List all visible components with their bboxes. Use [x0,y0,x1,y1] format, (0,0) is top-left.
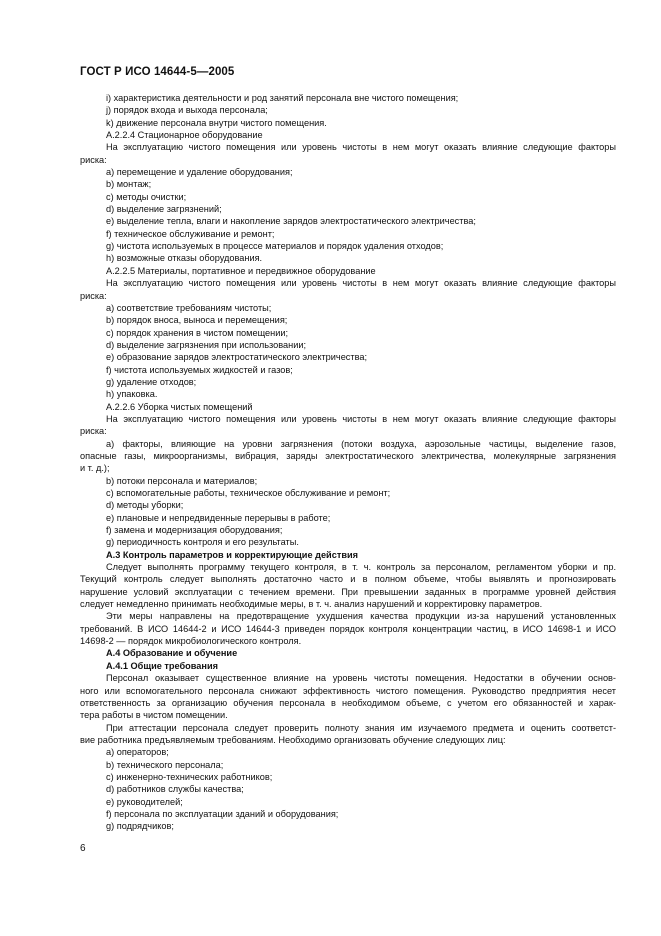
text-line: е) руководителей; [106,796,183,807]
text-line: f) замена и модернизация оборудования; [106,525,283,536]
text-line: риска: [80,154,107,165]
text-line: b) технического персонала; [106,759,224,770]
text-line: На эксплуатацию чистого помещения или уровень чистоты в нем могут оказать влияние следующие факторы [106,142,616,153]
text-line: h) упаковка. [106,389,158,400]
text-line: с) порядок хранения в чистом помещении; [106,327,289,338]
text-line: Следует выполнять программу текущего контроля, в т. ч. контроль за персоналом, регламентом уборки и пр. [106,562,616,573]
text-line: j) порядок входа и выхода персонала; [106,105,268,116]
standard-title: ГОСТ Р ИСО 14644-5—2005 [80,66,235,78]
text-line: b) порядок вноса, выноса и перемещения; [106,315,288,326]
text-line: d) методы уборки; [106,500,184,511]
text-line: тера работы в чистом помещении. [80,710,228,721]
text-line: d) выделение загрязнений; [106,204,222,215]
text-line: риска: [80,290,107,301]
text-line: А.2.2.5 Материалы, портативное и передвижное оборудование [106,265,376,276]
text-line: f) персонала по эксплуатации зданий и оборудования; [106,808,339,819]
text-line: риска: [80,426,107,437]
text-line: d) выделение загрязнения при использовании; [106,339,307,350]
text-line: вие работника предъявляемым требованиям. Необходимо организовать обучение следующих лиц: [80,734,506,745]
text-line: На эксплуатацию чистого помещения или уровень чистоты в нем могут оказать влияние следующие факторы [106,413,616,424]
text-line: е) образование зарядов электростатического электричества; [106,352,368,363]
text-line: А.2.2.6 Уборка чистых помещений [106,401,253,412]
text-line: А.2.2.4 Стационарное оборудование [106,130,263,141]
text-line: b) монтаж; [106,179,152,190]
text-line: нарушение условий эксплуатации с течением времени. При превышении заданных в программе уровней действия [80,586,616,597]
text-line: с) методы очистки; [106,191,187,202]
page-number: 6 [80,843,86,854]
text-line: i) характеристика деятельности и род занятий персонала вне чистого помещения; [106,93,459,103]
text-line: следует немедленно принимать необходимые меры, в т. ч. анализ нарушений и корректировку параметров. [80,599,543,610]
text-line: 14698-2 — порядок микробиологического контроля. [80,636,302,647]
text-line: А.4 Образование и обучение [106,648,238,659]
text-line: е) выделение тепла, влаги и накопление зарядов электростатического электричества; [106,216,476,227]
text-line: g) периодичность контроля и его результаты. [106,537,299,548]
text-line: ного или вспомогательного персонала снижают эффективность чистого помещения. Руководство предприятия несет [80,685,616,696]
text-line: требований. В ИСО 14644-2 и ИСО 14644-3 приведен порядок контроля концентрации частиц, в ИСО 14698-1 и ИСО [80,623,616,634]
text-line: На эксплуатацию чистого помещения или уровень чистоты в нем могут оказать влияние следующие факторы [106,278,616,289]
text-line: g) подрядчиков; [106,821,174,832]
text-line: с) инженерно-технических работников; [106,771,273,782]
text-line: k) движение персонала внутри чистого помещения. [106,117,327,128]
text-line: а) перемещение и удаление оборудования; [106,167,293,178]
text-line: Персонал оказывает существенное влияние на уровень чистоты помещения. Недостатки в обучении основ- [106,673,616,684]
text-line: А.4.1 Общие требования [106,660,218,671]
text-line: Эти меры направлены на предотвращение ухудшения качества продукции из-за нарушений установленных [106,611,616,622]
text-line: Текущий контроль следует выполнять достаточно часто и в полном объеме, чтобы выявлять и прогнозировать [80,574,616,585]
text-line: g) чистота используемых в процессе материалов и порядок удаления отходов; [106,241,444,252]
text-line: h) возможные отказы оборудования. [106,253,263,264]
text-line: ответственность за организацию обучения персонала в необходимом объеме, с учетом его обязанностей и харак- [80,697,616,708]
text-line: g) удаление отходов; [106,376,197,387]
text-line: При аттестации персонала следует проверить полноту знания им изучаемого предмета и оценить соответст- [106,722,616,733]
text-line: а) операторов; [106,747,169,758]
text-line: а) факторы, влияющие на уровни загрязнения (потоки воздуха, аэрозольные частицы, выделение газов, [106,438,616,449]
text-line: А.3 Контроль параметров и корректирующие действия [106,549,358,560]
text-line: а) соответствие требованиям чистоты; [106,302,272,313]
text-line: f) техническое обслуживание и ремонт; [106,228,275,239]
text-line: с) вспомогательные работы, техническое обслуживание и ремонт; [106,488,391,498]
text-line: d) работников службы качества; [106,784,244,795]
text-line: f) чистота используемых жидкостей и газов; [106,364,293,375]
document-body [80,92,616,833]
text-line: опасные газы, микроорганизмы, вибрация, заряды электростатического электричества, молекулярные загрязнения [80,450,616,461]
text-line: е) плановые и непредвиденные перерывы в работе; [106,512,331,523]
text-line: b) потоки персонала и материалов; [106,475,258,486]
text-line: и т. д.); [80,463,110,474]
